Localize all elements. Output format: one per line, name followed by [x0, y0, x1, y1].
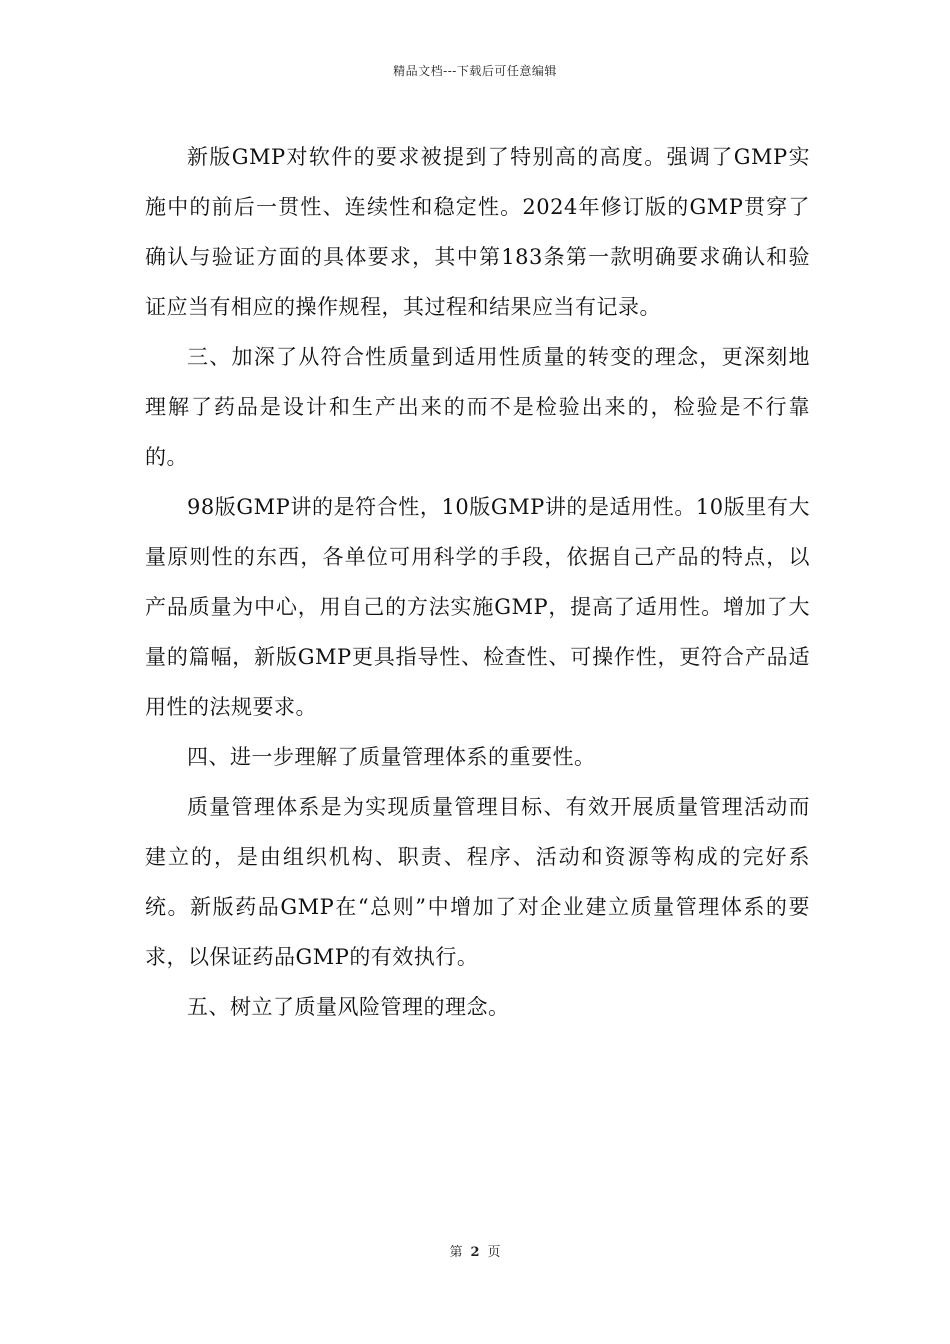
paragraph-section-four-heading: 四、进一步理解了质量管理体系的重要性。 — [187, 745, 596, 769]
paragraph-gmp-software: 新版GMP对软件的要求被提到了特别高的高度。强调了GMP实施中的前后一贯性、连续性和稳定性。2024年修订版的GMP贯穿了确认与验证方面的具体要求，其中第183条第一款明确要求确认和验证应当有相应的操作规程，其过程和结果应当有记录。 — [145, 145, 810, 319]
page-header: 精品文档---下载后可任意编辑 — [393, 64, 557, 78]
paragraph-section-five-heading: 五、树立了质量风险管理的理念。 — [187, 995, 510, 1019]
document-body — [145, 132, 810, 1032]
paragraph-applicability: 98版GMP讲的是符合性，10版GMP讲的是适用性。10版里有大量原则性的东西，各单位可用科学的手段，依据自己产品的特点，以产品质量为中心，用自己的方法实施GMP，提高了适用性。增加了大量的篇幅，新版GMP更具指导性、检查性、可操作性，更符合产品适用性的法规要求。 — [145, 495, 810, 719]
paragraph-section-three-heading: 三、加深了从符合性质量到适用性质量的转变的理念，更深刻地理解了药品是设计和生产出来的而不是检验出来的，检验是不行靠的。 — [145, 345, 810, 469]
page-number: 2 — [470, 1245, 480, 1260]
paragraph-quality-system: 质量管理体系是为实现质量管理目标、有效开展质量管理活动而建立的，是由组织机构、职责、程序、活动和资源等构成的完好系统。新版药品GMP在“总则”中增加了对企业建立质量管理体系的要求，以保证药品GMP的有效执行。 — [145, 795, 810, 969]
page-number-prefix: 第 — [449, 1245, 463, 1260]
page-footer — [0, 1244, 950, 1262]
page-number-suffix: 页 — [487, 1245, 501, 1260]
